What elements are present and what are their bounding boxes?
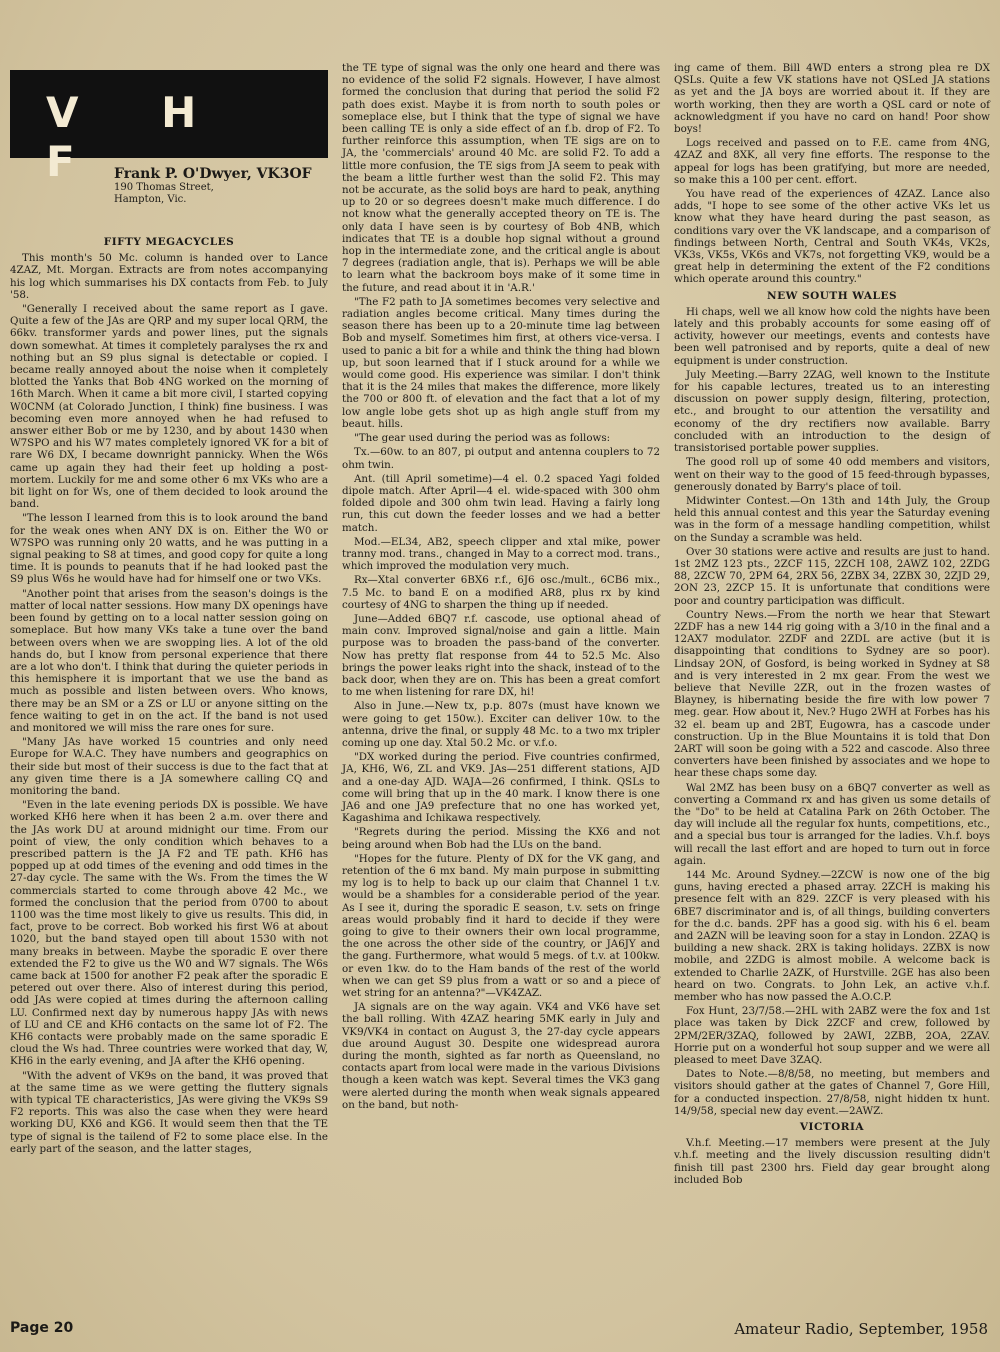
paragraph: Midwinter Contest.—On 13th and 14th July, the Group held this annual contest and this year the Saturday evening was in the form of a message handling competition, whilst on the Sunday a scramble was held.	[674, 494, 990, 544]
author-address-line2: Hampton, Vic.	[114, 194, 187, 205]
banner-title: V H F	[46, 88, 231, 186]
paragraph: "Even in the late evening periods DX is possible. We have worked KH6 here when it has been 2 a.m. over there and the JAs work DU at around midnight our time. From our point of view, the only condition which behaves to a prescribed pattern is the JA F2 and TE path. KH6 has popped up at odd times of the evening and odd times in the 27-day cycle. The same with the Ws. From the times the W commercials started to come through above 42 Mc., we formed the conclusion that the period from 0700 to about 1100 was the time most likely to give us results. This did, in fact, prove to be correct. Bob worked his first W6 at about 1020, but the band stayed open till about 1530 with not many breaks in between. Maybe the sporadic E over there extended the F2 to give us the W0 and W7 signals. The W6s came back at 1500 for another F2 peak after the sporadic E petered out over there. Also of interest during this period, odd JAs were copied at times during the afternoon calling LU. Confirmed next day by numerous happy JAs with news of LU and CE and KH6 contacts on the same lot of F2. The KH6 contacts were probably made on the same sporadic E cloud the Ws had. Three countries were worked that day, W, KH6 in the early evening, and JA after the KH6 opening.	[10, 799, 328, 1068]
paragraph: Dates to Note.—8/8/58, no meeting, but members and visitors should gather at the gates of Channel 7, Gore Hill, for a conducted inspection. 27/8/58, night hidden tx hunt. 14/9/58, special new day event.—2AWZ.	[674, 1068, 990, 1117]
paragraph: "The F2 path to JA sometimes becomes very selective and radiation angles become critical. Many times during the season there has been up to a 20-minute time lag between Bob and myself. Sometimes him first, at others vice-versa. I used to panic a bit for a while and think the thing had blown up, but soon learned that if I stuck around for a while we would come good. His experience was similar. I don't think that it is the 24 miles that makes the difference, more likely the 700 or 800 ft. of elevation and the fact that a lot of my low angle lobe gets shot up as high angle stuff from my beaut. hills.	[342, 295, 660, 430]
gear-item: June—Added 6BQ7 r.f. cascode, use optional ahead of main conv. Improved signal/noise and gain a little. Main purpose was to broaden the pass-band of the converter. Now has pretty flat response from 44 to 52.5 Mc. Also brings the power leaks right into the shack, instead of to the back door, when they are on. This has been a great comfort to me when listening for rare DX, hi!	[342, 612, 660, 699]
paragraph: JA signals are on the way again. VK4 and VK6 have set the ball rolling. With 4ZAZ hearing 5MK early in July and VK9/VK4 in contact on August 3, the 27-day cycle appears due around August 30. Despite one widespread aurora during the month, sighted as far north as Queensland, no contacts apart from local were made in the various Divisions though a keen watch was kept. Several times the VK3 gang were alerted during the month when weak signals appeared on the band, but noth-	[342, 1001, 660, 1111]
heading-fifty-megacycles: FIFTY MEGACYCLES	[103, 236, 235, 248]
paragraph: "Many JAs have worked 15 countries and only need Europe for W.A.C. They have numbers and geographics on their side but most of their success is due to the fact that at any given time there is a JA somewhere calling CQ and monitoring the band.	[10, 736, 328, 797]
paragraph: Wal 2MZ has been busy on a 6BQ7 converter as well as converting a Command rx and has given us some details of the "Do" to be held at Catalina Park on 26th October. The day will include all the regular fox hunts, competitions, etc., and a special bus tour is arranged for the ladies. V.h.f. boys will recall the last effort and are hoped to turn out in force again.	[674, 781, 990, 867]
paragraph: "The gear used during the period was as follows:	[354, 432, 611, 445]
column-1	[10, 232, 328, 1157]
paragraph: "Generally I received about the same report as I gave. Quite a few of the JAs are QRP and my super local QRM, the 66kv. transformer yards and power lines, put the signals down somewhat. At times it completely paralyses the rx and nothing but an S9 plus signal is detectable or copied. I became really annoyed about the noise when it completely blotted the Yanks that Bob 4NG worked on the morning of 16th March. When it came a bit more civil, I started copying W0CNM (at Colorado Junction, I think) fine business. I was becoming even more annoyed when he had refused to answer either Bob or me by 1230, and by about 1430 when W7SPO and his W7 mates completely ignored VK for a bit of rare W6 DX, I became downright pannicky. When the W6s came up again they had their feet up holding a post-mortem. Luckily for me and some other 6 mx VKs who are a bit light on for Ws, one of them decided to look around the band.	[10, 303, 328, 511]
paragraph: "With the advent of VK9s on the band, it was proved that at the same time as we were getting the fluttery signals with typical TE characteristics, JAs were giving the VK9s S9 F2 reports. This was also the case when they were heard working DU, KX6 and KG6. It would seem then that the TE type of signal is the tailend of F2 to some place else. In the early part of the season, and the latter stages,	[10, 1069, 328, 1155]
gear-item: Ant. (till April sometime)—4 el. 0.2 spaced Yagi folded dipole match. After April—4 el. wide-spaced with 300 ohm folded dipole and 300 ohm twin lead. Having a fairly long run, this cut down the feeder losses and we had a better match.	[342, 472, 660, 534]
paragraph: "Hopes for the future. Plenty of DX for the VK gang, and retention of the 6 mx band. My main purpose in submitting my log is to help to back up our claim that Channel 1 t.v. would be a shambles for a considerable period of the year. As I see it, during the sporadic E season, t.v. sets on fringe areas would probably find it hard to decide if they were going to give to their owners their own local programme, the one across the other side of the country, or JA6JY and the gang. Furthermore, what would 5 megs. of t.v. at 100kw. or even 1kw. do to the Ham bands of the rest of the world when we can get S9 plus from a watt or so and a piece of wet string for an antenna?"—VK4ZAZ.	[342, 852, 660, 1000]
author-address-line1: 190 Thomas Street,	[114, 182, 214, 193]
paragraph: "The lesson I learned from this is to look around the band for the weak ones when ANY DX is on. Either the W0 or W7SPO was running only 20 watts, and he was putting in a signal peaking to S8 at times, and good copy for quite a long time. It is pounds to peanuts that if he had looked past the S9 plus W6s he would have had for himself one or two VKs.	[10, 512, 329, 586]
paragraph: You have read of the experiences of 4ZAZ. Lance also adds, "I hope to see some of the other active VKs let us know what they have heard during the past season, as conditions vary over the VK landscape, and a comparison of findings between North, Central and South VK4s, VK2s, VK3s, VK5s, VK6s and VK7s, not forgetting VK9, would be a great help in determining the extent of the F2 conditions which operate around this country."	[674, 188, 990, 286]
paragraph: 144 Mc. Around Sydney.—2ZCW is now one of the big guns, having erected a phased array. 2ZCH is making his presence felt with an 829. 2ZCF is very pleased with his 6BE7 discriminator and is, of all things, building converters for the d.c. bands. 2PF has a good sig. with his 6 el. beam and 2AZN will be leaving soon for a stay in London. 2ZAQ is building a new shack. 2RX is taking holidays. 2ZBX is now mobile, and 2ZDG is almost mobile. A welcome back is extended to Charlie 2AZK, of Hurstville. 2GE has also been heard on two. Congrats. to John Lek, an active v.h.f. member who has now passed the A.O.C.P.	[674, 869, 990, 1004]
page-number: Page 20	[10, 1320, 74, 1336]
paragraph: The good roll up of some 40 odd members and visitors, went on their way to the good of 15 feed-through bypasses, generously donated by Barry's place of toil.	[674, 456, 990, 493]
paragraph: the TE type of signal was the only one heard and there was no evidence of the solid F2 signals. However, I have almost formed the conclusion that during that period the solid F2 path does exist. Maybe it is from north to south poles or someplace else, but I think that the type of signal we have been calling TE is only a side effect of an f.b. drop of F2. To further reinforce this assumption, when TE sigs are on to JA, the 'commercials' around 40 Mc. are solid F2. To add a little more confusion, the TE sigs from JA seem to peak with the beam a little further west than the solid F2. This may not be accurate, as the solid boys are hard to peak, anything up to 20 or so degrees doesn't make much difference. I do not know what the generally accepted theory on TE is. The only data I have seen is by courtesy of Bob 4NB, which indicates that TE is a double hop signal without a ground hop in the intermediate zone, and the critical angle is about 7 degrees (radiation angle, that is). Perhaps we will be able to learn what the backroom boys make of it some time in the future, and read about it in 'A.R.'	[342, 62, 660, 294]
gear-item: Mod.—EL34, AB2, speech clipper and xtal mike, power tranny mod. trans., changed in May to a correct mod. trans., which improved the modulation very much.	[342, 535, 660, 573]
paragraph: V.h.f. Meeting.—17 members were present at the July v.h.f. meeting and the lively discussion resulting didn't finish till past 2300 hrs. Field day gear brought along included Bob	[674, 1137, 990, 1186]
paragraph: ing came of them. Bill 4WD enters a strong plea re DX QSLs. Quite a few VK stations have not QSLed JA stations as yet and the JA boys are worried about it. If they are worth working, then they are worth a QSL card or note of acknowledgment if you have no card on hand! Poor show boys!	[674, 62, 990, 136]
column-2	[342, 62, 660, 1113]
gear-item: Tx.—60w. to an 807, pi output and antenna couplers to 72 ohm twin.	[342, 446, 660, 471]
paragraph: "Regrets during the period. Missing the KX6 and not being around when Bob had the LUs on the band.	[342, 826, 660, 851]
heading-victoria: VICTORIA	[799, 1121, 865, 1134]
paragraph: "Another point that arises from the season's doings is the matter of local natter sessions. How many DX openings have been found by getting on to a local natter session going on someplace. But how many VKs take a tune over the band between overs when we are swopping lies. A lot of the old hands do, but I know from personal experience that there are a lot who don't. I think that during the quieter periods in this hemisphere it is important that we use the band as much as possible and listen between overs. Who knows, there may be an SM or a ZS or LU or anyone sitting on the fence waiting to get in on the act. If the band is not used and monitored we will miss the rare ones for sure.	[10, 587, 328, 734]
paragraph: Country News.—From the north we hear that Stewart 2ZDF has a new 144 rig going with a 3/10 in the final and a 12AX7 modulator. 2ZDF and 2ZDL are active (but it is disappointing that conditions to Sydney are so poor). Lindsay 2ON, of Gosford, is being worked in Sydney at S8 and is very interested in 2 mx gear. From the west we believe that Neville 2ZR, out in the frozen wastes of Blayney, is hibernating beside the fire with low power 7 meg. gear. How about it, Nev.? Hugo 2WH at Forbes has his 32 el. beam up and 2BT, Eugowra, has a cascode under construction. Up in the Blue Mountains it is told that Don 2ART will soon be going with a 522 and cascode. Also three converters have been finished by associates and we hope to hear these chaps some day.	[674, 608, 990, 780]
paragraph: Over 30 stations were active and results are just to hand. 1st 2MZ 123 pts., 2ZCF 115, 2ZCH 108, 2AWZ 102, 2ZDG 88, 2ZCW 70, 2PM 64, 2RX 56, 2ZBX 34, 2ZBX 30, 2ZJD 29, 2ON 23, 2ZCP 15. It is unfortunate that conditions were poor and country participation was difficult.	[674, 545, 990, 607]
paragraph: Hi chaps, well we all know how cold the nights have been lately and this probably accounts for some easing off of activity, however our meetings, events and contests have been well patronised and by reports, quite a deal of new equipment is under construction.	[674, 305, 990, 367]
paragraph: "DX worked during the period. Five countries confirmed, JA, KH6, W6, ZL and VK9. JAs—251 different stations, AJD and a one-day AJD. WAJA—26 confirmed, I think. QSLs to come will bring that up in the 40 mark. I know there is one JA6 and one JA9 prefecture that no one has worked yet, Kagashima and Ichikawa respectively.	[342, 751, 660, 825]
paragraph: July Meeting.—Barry 2ZAG, well known to the Institute for his capable lectures, treated us to an interesting discussion on power supply design, filtering, protection, etc., and brought to our attention the versatility and economy of the dry rectifiers now available. Barry concluded with an introduction to the design of transistorised portable power supplies.	[674, 368, 990, 455]
gear-item: Rx—Xtal converter 6BX6 r.f., 6J6 osc./mult., 6CB6 mix., 7.5 Mc. to band E on a modified AR8, plus rx by kind courtesy of 4NG to sharpen the thing up if needed.	[342, 574, 660, 611]
heading-new-south-wales: NEW SOUTH WALES	[766, 289, 898, 302]
paragraph: This month's 50 Mc. column is handed over to Lance 4ZAZ, Mt. Morgan. Extracts are from notes accompanying his log which summarises his DX contacts from Feb. to July '58.	[10, 252, 328, 301]
paragraph: Logs received and passed on to F.E. came from 4NG, 4ZAZ and 8XK, all very fine efforts. The response to the appeal for logs has been gratifying, but more are needed, so make this a 100 per cent. effort.	[674, 137, 990, 186]
byline	[10, 166, 328, 206]
paragraph: Fox Hunt, 23/7/58.—2HL with 2ABZ were the fox and 1st place was taken by Dick 2ZCF and crew, followed by 2PM/2ER/3ZAQ, followed by 2AWI, 2ZBB, 2OA, 2ZAV. Horrie put on a wonderful hot soup supper and we were all pleased to meet Dave 3ZAQ.	[674, 1005, 990, 1067]
column-3	[674, 62, 990, 1188]
publication-info: Amateur Radio, September, 1958	[734, 1320, 988, 1338]
gear-item: Also in June.—New tx, p.p. 807s (must have known we were going to get 150w.). Exciter can deliver 10w. to the antenna, drive the final, or supply 48 Mc. to a two mx tripler coming up one day. Xtal 50.2 Mc. or v.f.o.	[342, 700, 660, 749]
author-name: Frank P. O'Dwyer, VK3OF	[114, 166, 312, 182]
